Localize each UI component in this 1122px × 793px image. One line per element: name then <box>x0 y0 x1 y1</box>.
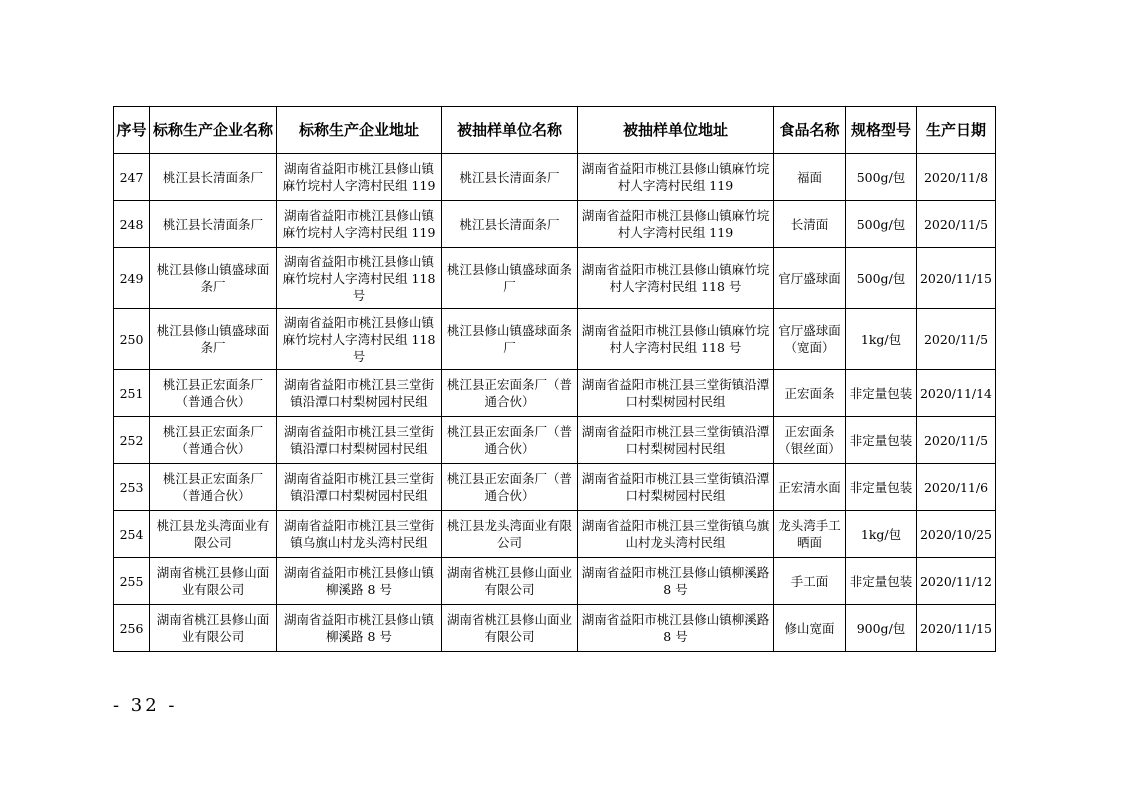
table-row <box>114 309 996 370</box>
manufacturer-address-cell: 湖南省益阳市桃江县三堂街镇沿潭口村梨树园村民组 <box>277 464 442 511</box>
sampled-unit-name-cell: 桃江县正宏面条厂（普通合伙） <box>442 464 578 511</box>
production-date-cell: 2020/11/15 <box>917 248 996 309</box>
production-date-cell: 2020/11/14 <box>917 370 996 417</box>
table-row <box>114 370 996 417</box>
sampled-unit-address-cell: 湖南省益阳市桃江县修山镇柳溪路 8 号 <box>578 605 774 652</box>
specification-cell: 1kg/包 <box>846 511 917 558</box>
specification-cell: 非定量包装 <box>846 464 917 511</box>
sampled-unit-address-cell: 湖南省益阳市桃江县修山镇麻竹垸村人字湾村民组 119 <box>578 201 774 248</box>
manufacturer-address-cell: 湖南省益阳市桃江县修山镇柳溪路 8 号 <box>277 558 442 605</box>
specification-cell: 500g/包 <box>846 248 917 309</box>
table-body <box>114 154 996 652</box>
manufacturer-name-cell: 桃江县长清面条厂 <box>150 201 277 248</box>
sampled-unit-address-cell: 湖南省益阳市桃江县修山镇麻竹垸村人字湾村民组 119 <box>578 154 774 201</box>
specification-cell: 1kg/包 <box>846 309 917 370</box>
table-row <box>114 154 996 201</box>
serial-number-cell: 256 <box>114 605 150 652</box>
production-date-cell: 2020/11/5 <box>917 309 996 370</box>
serial-number-cell: 247 <box>114 154 150 201</box>
page-number: - 32 - <box>113 695 178 716</box>
food-name-cell: 福面 <box>774 154 846 201</box>
food-name-cell: 龙头湾手工晒面 <box>774 511 846 558</box>
sampled-unit-name-cell: 桃江县正宏面条厂（普通合伙） <box>442 417 578 464</box>
sampled-unit-name-cell: 桃江县长清面条厂 <box>442 201 578 248</box>
header-cell: 标称生产企业地址 <box>277 107 442 154</box>
production-date-cell: 2020/11/6 <box>917 464 996 511</box>
header-cell: 序号 <box>114 107 150 154</box>
manufacturer-name-cell: 桃江县修山镇盛球面条厂 <box>150 248 277 309</box>
manufacturer-name-cell: 桃江县龙头湾面业有限公司 <box>150 511 277 558</box>
sampled-unit-address-cell: 湖南省益阳市桃江县三堂街镇沿潭口村梨树园村民组 <box>578 464 774 511</box>
manufacturer-address-cell: 湖南省益阳市桃江县修山镇麻竹垸村人字湾村民组 118 号 <box>277 309 442 370</box>
sampling-results-table <box>113 106 996 652</box>
sampled-unit-address-cell: 湖南省益阳市桃江县修山镇麻竹垸村人字湾村民组 118 号 <box>578 309 774 370</box>
food-name-cell: 正宏清水面 <box>774 464 846 511</box>
manufacturer-address-cell: 湖南省益阳市桃江县修山镇麻竹垸村人字湾村民组 119 <box>277 154 442 201</box>
food-name-cell: 官厅盛球面（宽面） <box>774 309 846 370</box>
serial-number-cell: 255 <box>114 558 150 605</box>
manufacturer-name-cell: 湖南省桃江县修山面业有限公司 <box>150 558 277 605</box>
header-cell: 标称生产企业名称 <box>150 107 277 154</box>
serial-number-cell: 249 <box>114 248 150 309</box>
manufacturer-address-cell: 湖南省益阳市桃江县三堂街镇乌旗山村龙头湾村民组 <box>277 511 442 558</box>
sampled-unit-address-cell: 湖南省益阳市桃江县三堂街镇沿潭口村梨树园村民组 <box>578 370 774 417</box>
manufacturer-address-cell: 湖南省益阳市桃江县修山镇麻竹垸村人字湾村民组 119 <box>277 201 442 248</box>
manufacturer-name-cell: 桃江县修山镇盛球面条厂 <box>150 309 277 370</box>
table-header-row <box>114 107 996 154</box>
sampled-unit-name-cell: 桃江县修山镇盛球面条厂 <box>442 248 578 309</box>
manufacturer-address-cell: 湖南省益阳市桃江县三堂街镇沿潭口村梨树园村民组 <box>277 417 442 464</box>
manufacturer-name-cell: 桃江县正宏面条厂（普通合伙） <box>150 370 277 417</box>
specification-cell: 非定量包装 <box>846 370 917 417</box>
serial-number-cell: 253 <box>114 464 150 511</box>
food-name-cell: 手工面 <box>774 558 846 605</box>
manufacturer-name-cell: 湖南省桃江县修山面业有限公司 <box>150 605 277 652</box>
production-date-cell: 2020/11/8 <box>917 154 996 201</box>
specification-cell: 500g/包 <box>846 154 917 201</box>
table-row <box>114 605 996 652</box>
serial-number-cell: 251 <box>114 370 150 417</box>
table-row <box>114 248 996 309</box>
table-row <box>114 201 996 248</box>
table-row <box>114 464 996 511</box>
food-name-cell: 官厅盛球面 <box>774 248 846 309</box>
sampled-unit-address-cell: 湖南省益阳市桃江县修山镇柳溪路 8 号 <box>578 558 774 605</box>
sampled-unit-name-cell: 湖南省桃江县修山面业有限公司 <box>442 558 578 605</box>
manufacturer-address-cell: 湖南省益阳市桃江县修山镇麻竹垸村人字湾村民组 118 号 <box>277 248 442 309</box>
manufacturer-name-cell: 桃江县长清面条厂 <box>150 154 277 201</box>
specification-cell: 500g/包 <box>846 201 917 248</box>
sampled-unit-name-cell: 桃江县修山镇盛球面条厂 <box>442 309 578 370</box>
serial-number-cell: 248 <box>114 201 150 248</box>
header-cell: 食品名称 <box>774 107 846 154</box>
header-cell: 被抽样单位地址 <box>578 107 774 154</box>
serial-number-cell: 252 <box>114 417 150 464</box>
sampled-unit-name-cell: 桃江县长清面条厂 <box>442 154 578 201</box>
header-cell: 生产日期 <box>917 107 996 154</box>
production-date-cell: 2020/10/25 <box>917 511 996 558</box>
specification-cell: 900g/包 <box>846 605 917 652</box>
specification-cell: 非定量包装 <box>846 417 917 464</box>
table-row <box>114 417 996 464</box>
header-cell: 规格型号 <box>846 107 917 154</box>
sampled-unit-name-cell: 湖南省桃江县修山面业有限公司 <box>442 605 578 652</box>
header-cell: 被抽样单位名称 <box>442 107 578 154</box>
manufacturer-name-cell: 桃江县正宏面条厂（普通合伙） <box>150 417 277 464</box>
food-name-cell: 正宏面条 <box>774 370 846 417</box>
sampled-unit-name-cell: 桃江县正宏面条厂（普通合伙） <box>442 370 578 417</box>
food-name-cell: 长清面 <box>774 201 846 248</box>
production-date-cell: 2020/11/5 <box>917 201 996 248</box>
manufacturer-address-cell: 湖南省益阳市桃江县修山镇柳溪路 8 号 <box>277 605 442 652</box>
table-row <box>114 558 996 605</box>
sampled-unit-name-cell: 桃江县龙头湾面业有限公司 <box>442 511 578 558</box>
production-date-cell: 2020/11/12 <box>917 558 996 605</box>
food-name-cell: 修山宽面 <box>774 605 846 652</box>
sampled-unit-address-cell: 湖南省益阳市桃江县三堂街镇沿潭口村梨树园村民组 <box>578 417 774 464</box>
sampled-unit-address-cell: 湖南省益阳市桃江县修山镇麻竹垸村人字湾村民组 118 号 <box>578 248 774 309</box>
food-name-cell: 正宏面条（银丝面） <box>774 417 846 464</box>
manufacturer-address-cell: 湖南省益阳市桃江县三堂街镇沿潭口村梨树园村民组 <box>277 370 442 417</box>
table-row <box>114 511 996 558</box>
sampled-unit-address-cell: 湖南省益阳市桃江县三堂街镇乌旗山村龙头湾村民组 <box>578 511 774 558</box>
specification-cell: 非定量包装 <box>846 558 917 605</box>
serial-number-cell: 250 <box>114 309 150 370</box>
production-date-cell: 2020/11/15 <box>917 605 996 652</box>
serial-number-cell: 254 <box>114 511 150 558</box>
production-date-cell: 2020/11/5 <box>917 417 996 464</box>
manufacturer-name-cell: 桃江县正宏面条厂（普通合伙） <box>150 464 277 511</box>
